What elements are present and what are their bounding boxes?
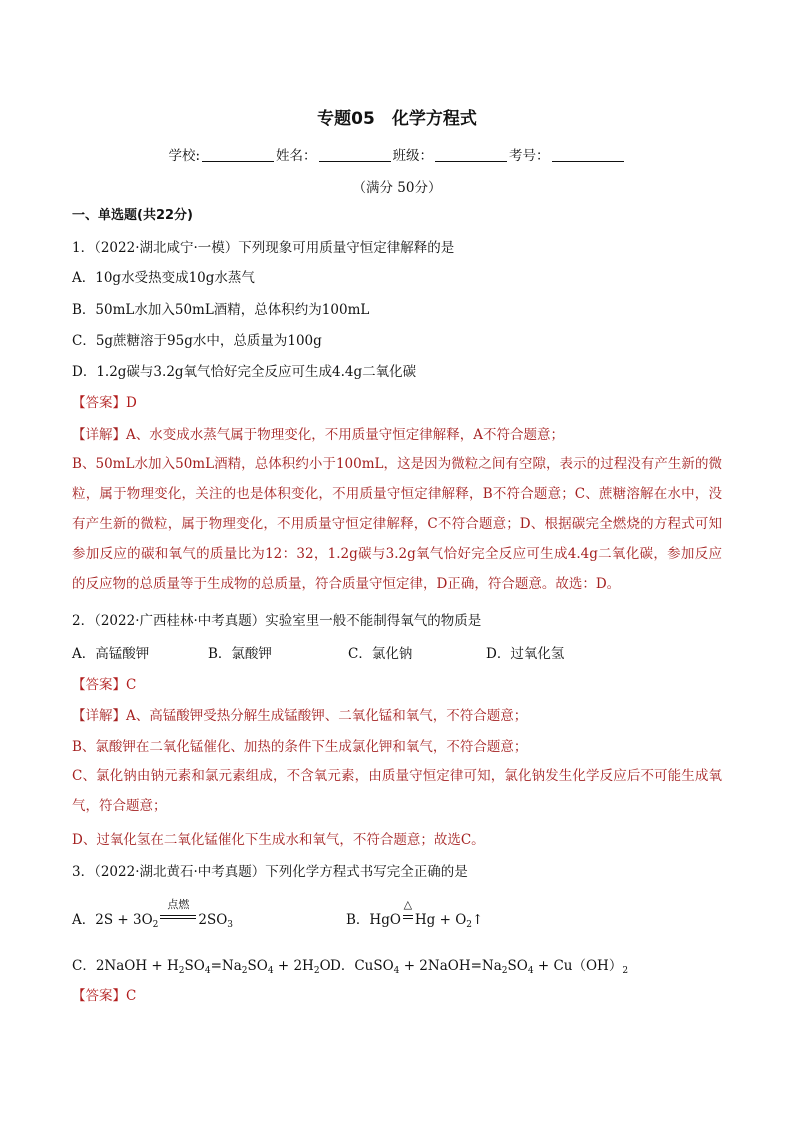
q3-option-b: B．HgO △ $Hg + O_2↑$	[346, 910, 483, 935]
q3-b-reactant: B．HgO	[346, 912, 401, 928]
section-heading: 一、单选题(共22分)	[72, 208, 193, 223]
q3-c-text: C．2NaOH + H	[72, 958, 179, 974]
q3-option-c: C．2NaOH + $H_2SO_4=Na_2SO_4 + 2H_2O$	[72, 958, 331, 976]
q1-option-a: A．10g水受热变成10g水蒸气	[72, 270, 255, 286]
q3-b-arrow	[403, 898, 413, 930]
q2-answer: 【答案】C	[72, 677, 137, 693]
number-label: 考号：	[509, 148, 550, 164]
q2-detail-3: C、氯化钠由钠元素和氯元素组成，不含氧元素，由质量守恒定律可知，氯化钠发生化学反应后不可能生成氧气，符合题意；	[72, 768, 722, 814]
score-note: （满分 50分）	[352, 180, 442, 196]
school-label: 学校:	[168, 148, 201, 164]
page-title: 专题05 化学方程式	[317, 109, 477, 129]
q2-detail-2: B、氯酸钾在二氧化锰催化、加热的条件下生成氯化钾和氧气，不符合题意；	[72, 739, 528, 755]
q1-answer: 【答案】D	[72, 395, 137, 411]
number-blank[interactable]	[552, 147, 624, 162]
q3-option-a: A．$2S + 3O_2$ 点燃 $2SO_3$	[72, 910, 233, 935]
q2-option-a: A．高锰酸钾	[72, 646, 150, 662]
q3-b-product: Hg + O	[414, 912, 467, 928]
q2-detail-1: 【详解】A、高锰酸钾受热分解生成锰酸钾、二氧化锰和氧气，不符合题意；	[72, 708, 528, 724]
class-label: 班级：	[392, 148, 434, 164]
q1-option-d: D．1.2g碳与3.2g氧气恰好完全反应可生成4.4g二氧化碳	[72, 364, 417, 380]
q3-d-text: D．CuSO	[330, 958, 394, 974]
q1-option-b: B．50mL水加入50mL酒精，总体积约为100mL	[72, 302, 370, 318]
q1-detail-body: B、50mL水加入50mL酒精，总体积约小于100mL，这是因为微粒之间有空隙，表示的过程没有产生新的微粒，属于物理变化，关注的也是体积变化，不用质量守恒定律解释，B不符合题意；C、蔗糖溶解在水中，没有产生新的微粒，属于物理变化，不用质量守恒定律解释，C不符合题意；D、根据碳完全燃烧的方程式可知参加反应的碳和氧气的质量比为12：32，1.2g碳与3.2g氧气恰好完全反应可生成4.4g二氧化碳，参加反应的反应物的总质量等于生成物的总质量，符合质量守恒定律，D正确，符合题意。故选：D。	[72, 456, 722, 592]
q2-stem: 2．（2022·广西桂林·中考真题）实验室里一般不能制得氧气的物质是	[72, 613, 482, 629]
q1-option-c: C．5g蔗糖溶于95g水中，总质量为100g	[72, 333, 322, 349]
q2-option-b: B．氯酸钾	[208, 646, 272, 662]
q3-a-arrow	[160, 898, 196, 930]
q3-option-d: D．CuSO$_4$ + $2NaOH=Na_2SO_4 + Cu(OH)_2$	[330, 958, 629, 976]
q3-a-condition: 点燃	[167, 898, 190, 911]
q2-option-d: D．过氧化氢	[486, 646, 565, 662]
student-info-line	[0, 144, 794, 164]
name-label: 姓名：	[276, 148, 317, 164]
q2-detail-4: D、过氧化氢在二氧化锰催化下生成水和氧气，不符合题意；故选C。	[72, 832, 485, 848]
q2-option-c: C．氯化钠	[348, 646, 413, 662]
q3-a-product: 2SO	[198, 912, 228, 928]
q3-answer: 【答案】C	[72, 988, 137, 1004]
q1-detail-head: 【详解】A、水变成水蒸气属于物理变化，不用质量守恒定律解释，A不符合题意；	[72, 427, 564, 443]
q3-stem: 3．（2022·湖北黄石·中考真题）下列化学方程式书写完全正确的是	[72, 864, 468, 880]
q3-b-condition: △	[403, 898, 413, 911]
q3-a-reactants: A．2S + 3O	[72, 912, 153, 928]
school-blank[interactable]	[202, 147, 274, 162]
q2-options	[72, 644, 722, 664]
name-blank[interactable]	[319, 147, 391, 162]
class-blank[interactable]	[435, 147, 507, 162]
q1-stem: 1．（2022·湖北咸宁·一模）下列现象可用质量守恒定律解释的是	[72, 240, 455, 256]
